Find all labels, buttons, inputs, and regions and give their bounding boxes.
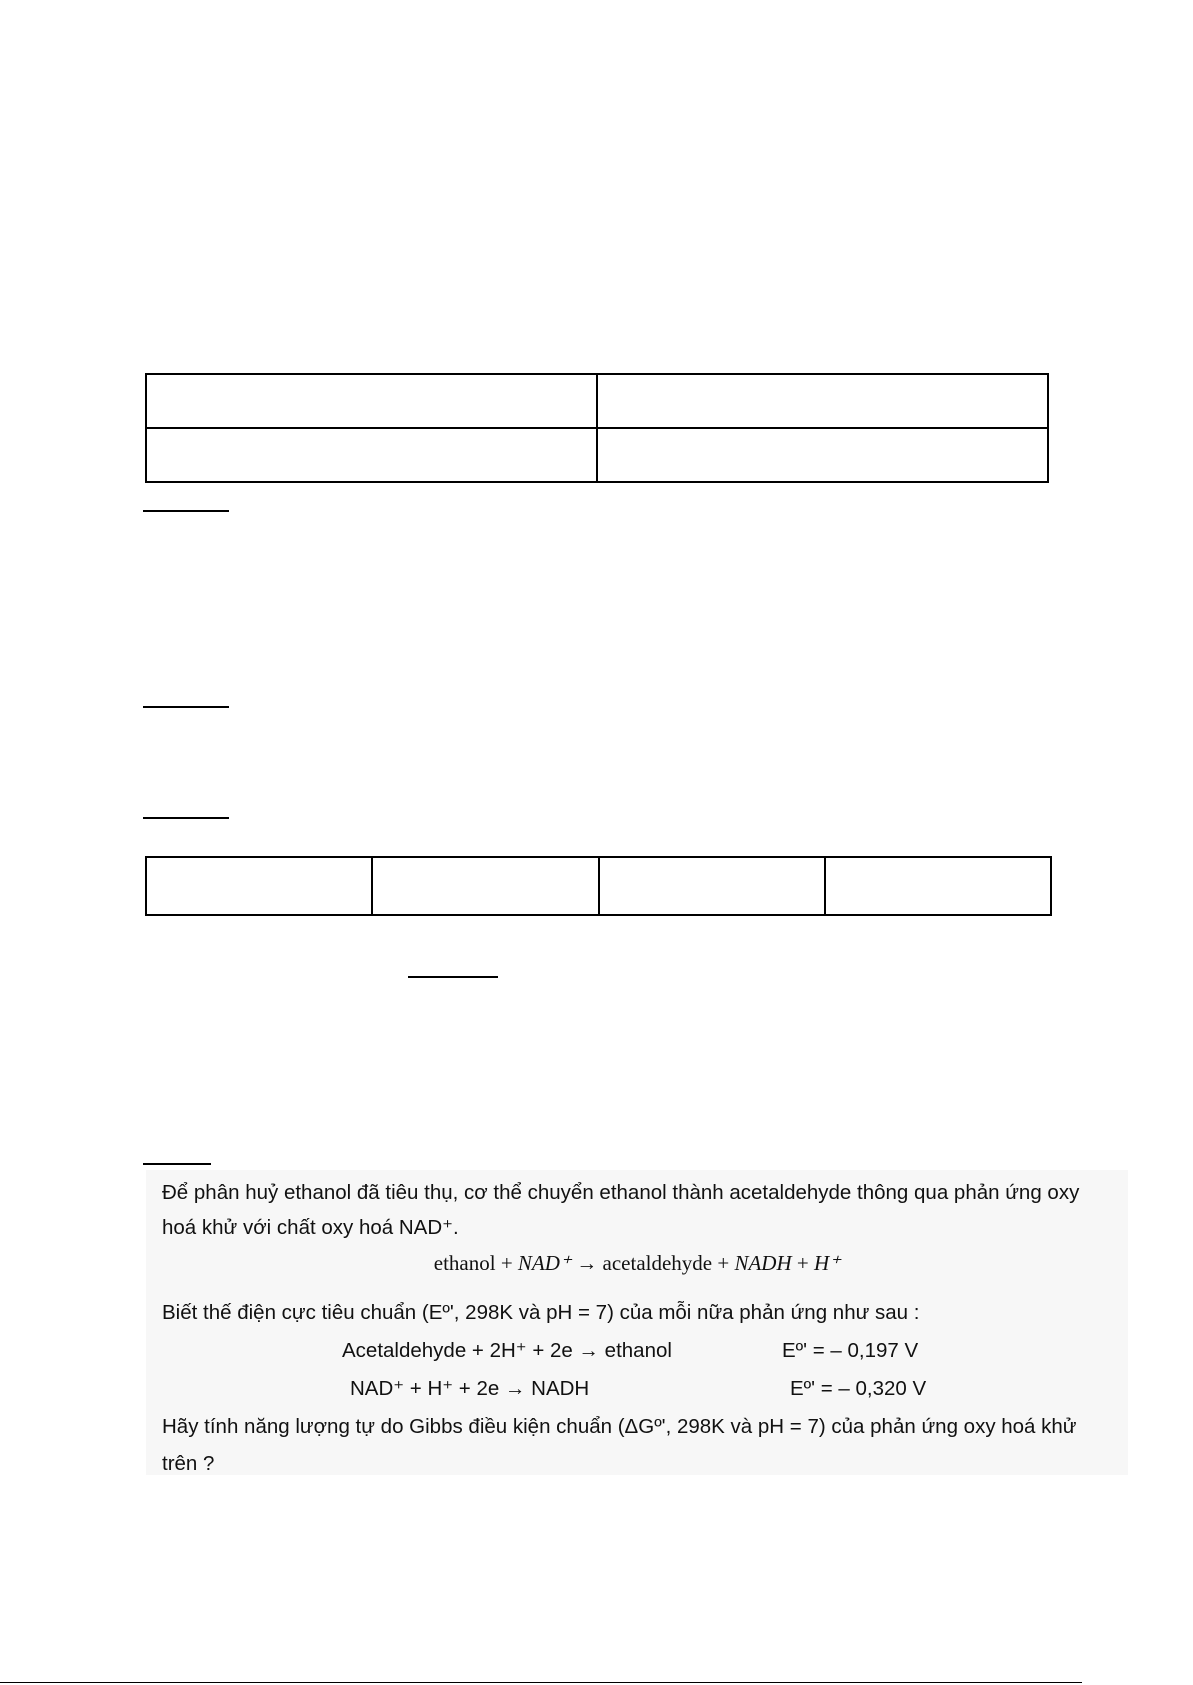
- equation-operator: +: [717, 1251, 730, 1275]
- table-cell: [825, 857, 1051, 915]
- table-cell: [372, 857, 598, 915]
- equation-operator: +: [796, 1251, 809, 1275]
- table-cell: [146, 857, 372, 915]
- equation-term: NAD⁺: [517, 1251, 572, 1275]
- problem-line: Biết thế điện cực tiêu chuẩn (Eº', 298K và pH = 7) của mỗi nữa phản ứng như sau :: [162, 1301, 920, 1324]
- heading-underline: [143, 1163, 211, 1165]
- half-reaction-potential: Eº' = – 0,320 V: [790, 1377, 927, 1400]
- half-reaction: Acetaldehyde + 2H⁺ + 2e → ethanol: [342, 1339, 672, 1362]
- table-cell: [146, 428, 597, 482]
- heading-underline: [408, 976, 498, 978]
- half-reaction: NAD⁺ + H⁺ + 2e → NADH: [350, 1377, 590, 1400]
- equation-term: H⁺: [813, 1251, 841, 1275]
- table-cell: [146, 374, 597, 428]
- table-cell: [597, 374, 1048, 428]
- equation-term: NADH: [734, 1251, 792, 1275]
- reaction-equation: [146, 1251, 1128, 1276]
- arrow-icon: →: [576, 1251, 598, 1275]
- table-row: [146, 428, 1048, 482]
- heading-underline: [143, 510, 229, 512]
- empty-table-two-columns: [145, 373, 1049, 483]
- empty-table-four-columns: [145, 856, 1052, 916]
- table-cell: [599, 857, 825, 915]
- equation-operator: +: [500, 1251, 513, 1275]
- equation-term: ethanol: [433, 1251, 496, 1275]
- problem-line: trên ?: [162, 1452, 215, 1475]
- heading-underline: [143, 706, 229, 708]
- half-reaction-potential: Eº' = – 0,197 V: [782, 1339, 919, 1362]
- problem-line: Để phân huỷ ethanol đã tiêu thụ, cơ thể chuyển ethanol thành acetaldehyde thông qua phản ứng oxy: [162, 1181, 1080, 1204]
- problem-line: Hãy tính năng lượng tự do Gibbs điều kiện chuẩn (ΔGº', 298K và pH = 7) của phản ứng oxy hoá khử: [162, 1415, 1077, 1438]
- table-row: [146, 857, 1051, 915]
- table-row: [146, 374, 1048, 428]
- table-cell: [597, 428, 1048, 482]
- page-bottom-rule: [0, 1682, 1082, 1683]
- problem-statement-box: [146, 1170, 1128, 1475]
- heading-underline: [143, 817, 229, 819]
- problem-line: hoá khử với chất oxy hoá NAD⁺.: [162, 1216, 459, 1239]
- equation-term: acetaldehyde: [602, 1251, 713, 1275]
